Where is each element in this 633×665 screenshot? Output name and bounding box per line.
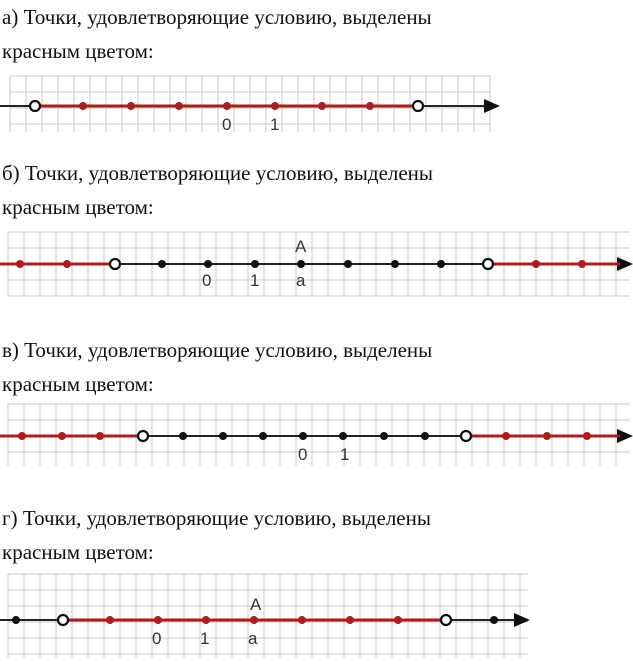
tick-label-one: 1 (200, 629, 210, 648)
highlight-point (79, 102, 87, 110)
highlight-point (298, 616, 306, 624)
highlight-point (58, 432, 66, 440)
highlight-point (18, 432, 26, 440)
highlight-point (127, 102, 135, 110)
highlight-point (366, 102, 374, 110)
open-point (58, 615, 68, 625)
highlight-point (63, 260, 71, 268)
open-point (30, 101, 40, 111)
point (391, 260, 399, 268)
highlight-point (394, 616, 402, 624)
number-line-v (0, 402, 633, 470)
section-b-text-line2: красным цветом: (2, 195, 154, 219)
point (299, 432, 307, 440)
open-point (441, 615, 451, 625)
section-g-text-line1: г) Точки, удовлетворяющие условию, выделены (2, 506, 431, 530)
highlight-point (154, 616, 162, 624)
section-a-text-line1: а) Точки, удовлетворяющие условию, выделены (2, 5, 432, 29)
highlight-point (16, 260, 24, 268)
highlight-point (250, 616, 258, 624)
open-point (413, 101, 423, 111)
point (12, 616, 20, 624)
highlight-point (106, 616, 114, 624)
tick-label-zero: 0 (298, 445, 308, 464)
section-v-text-line1: в) Точки, удовлетворяющие условию, выделены (2, 338, 433, 362)
point (344, 260, 352, 268)
point (490, 616, 498, 624)
open-point (483, 259, 493, 269)
highlight-point (175, 102, 183, 110)
highlight-point (271, 102, 279, 110)
open-point (138, 431, 148, 441)
point (259, 432, 267, 440)
section-v-text-line2: красным цветом: (2, 372, 154, 396)
tick-label-one: 1 (250, 271, 260, 290)
number-line-a (0, 68, 633, 138)
section-a-text-line2: красным цветом: (2, 39, 154, 63)
tick-label-a: a (248, 629, 258, 648)
point (297, 260, 305, 268)
highlight-point (96, 432, 104, 440)
point-label-a-capital: А (295, 237, 307, 256)
point (251, 260, 259, 268)
axis-arrow (514, 613, 530, 627)
tick-label-zero: 0 (152, 629, 162, 648)
highlight-point (202, 616, 210, 624)
highlight-point (583, 432, 591, 440)
highlight-point (532, 260, 540, 268)
highlight-point (578, 260, 586, 268)
point (219, 432, 227, 440)
axis-arrow (484, 99, 500, 113)
point (380, 432, 388, 440)
tick-label-one: 1 (270, 115, 280, 134)
highlight-point (346, 616, 354, 624)
section-b-text-line1: б) Точки, удовлетворяющие условию, выделены (2, 161, 434, 185)
point (158, 260, 166, 268)
point (421, 432, 429, 440)
number-line-b (0, 228, 633, 300)
highlight-point (543, 432, 551, 440)
open-point (461, 431, 471, 441)
point (204, 260, 212, 268)
point (339, 432, 347, 440)
number-line-g (0, 572, 633, 662)
section-g-text-line2: красным цветом: (2, 540, 154, 564)
highlight-point (502, 432, 510, 440)
point (179, 432, 187, 440)
tick-label-zero: 0 (202, 271, 212, 290)
point (437, 260, 445, 268)
tick-label-zero: 0 (222, 115, 232, 134)
open-point (110, 259, 120, 269)
point-label-a-capital: А (250, 595, 262, 614)
highlight-point (318, 102, 326, 110)
tick-label-a: a (296, 271, 306, 290)
tick-label-one: 1 (340, 445, 350, 464)
highlight-point (223, 102, 231, 110)
